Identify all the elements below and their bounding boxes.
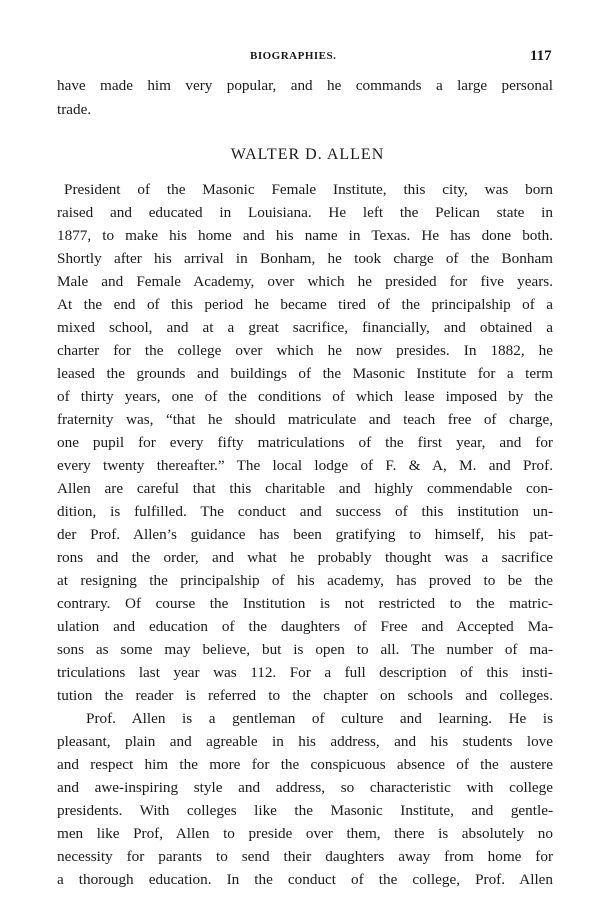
section-heading: WALTER D. ALLEN <box>230 146 385 163</box>
text-line: a thorough education. In the conduct of the college, Prof. Allen <box>57 871 553 888</box>
text-line: ulation and education of the daughters of Free and Accepted Ma- <box>57 618 553 635</box>
text-line: fraternity was, “that he should matriculate and teach free of charge, <box>57 411 553 428</box>
text-line: and respect him the more for the conspicuous absence of the austere <box>57 756 553 773</box>
text-line: mixed school, and at a great sacrifice, financially, and obtained a <box>57 319 553 336</box>
text-line: At the end of this period he became tired of the principalship of a <box>57 296 553 313</box>
text-line: men like Prof, Allen to preside over them, there is absolutely no <box>57 825 553 842</box>
text-line: presidents. With colleges like the Masonic Institute, and gentle- <box>57 802 553 819</box>
text-line: and awe-inspiring style and address, so characteristic with college <box>57 779 553 796</box>
text-line: rons and the order, and what he probably thought was a sacrifice <box>57 549 553 566</box>
text-line: charter for the college over which he now presides. In 1882, he <box>57 342 553 359</box>
text-line: Male and Female Academy, over which he presided for five years. <box>57 273 553 290</box>
text-line: 1877, to make his home and his name in Texas. He has done both. <box>57 227 553 244</box>
text-line: President of the Masonic Female Institute, this city, was born <box>64 181 553 198</box>
text-line: Shortly after his arrival in Bonham, he took charge of the Bonham <box>57 250 553 267</box>
text-line: leased the grounds and buildings of the Masonic Institute for a term <box>57 365 553 382</box>
text-line: contrary. Of course the Institution is not restricted to the matric- <box>57 595 553 612</box>
text-line: raised and educated in Louisiana. He left the Pelican state in <box>57 204 553 221</box>
text-line: at resigning the principalship of his academy, has proved to be the <box>57 572 553 589</box>
text-line: pleasant, plain and agreable in his address, and his students love <box>57 733 553 750</box>
page-number: 117 <box>530 48 552 64</box>
text-line: trade. <box>57 101 92 118</box>
text-line: every twenty thereafter.” The local lodge of F. & A, M. and Prof. <box>57 457 553 474</box>
text-line: have made him very popular, and he commands a large personal <box>57 77 553 94</box>
text-line: tution the reader is referred to the chapter on schools and colleges. <box>57 687 553 704</box>
text-line: sons as some may believe, but is open to all. The number of ma- <box>57 641 553 658</box>
text-line: one pupil for every fifty matriculations of the first year, and for <box>57 434 553 451</box>
text-line: der Prof. Allen’s guidance has been gratifying to himself, his pat- <box>57 526 553 543</box>
text-line: Prof. Allen is a gentleman of culture and learning. He is <box>86 710 553 727</box>
text-line: triculations last year was 112. For a full description of this insti- <box>57 664 553 681</box>
text-line: necessity for parants to send their daughters away from home for <box>57 848 553 865</box>
running-head <box>0 48 615 68</box>
text-line: Allen are careful that this charitable and highly commendable con- <box>57 480 553 497</box>
text-line: dition, is fulfilled. The conduct and success of this institution un- <box>57 503 553 520</box>
running-title: BIOGRAPHIES. <box>250 50 337 62</box>
text-line: of thirty years, one of the conditions of which lease imposed by the <box>57 388 553 405</box>
